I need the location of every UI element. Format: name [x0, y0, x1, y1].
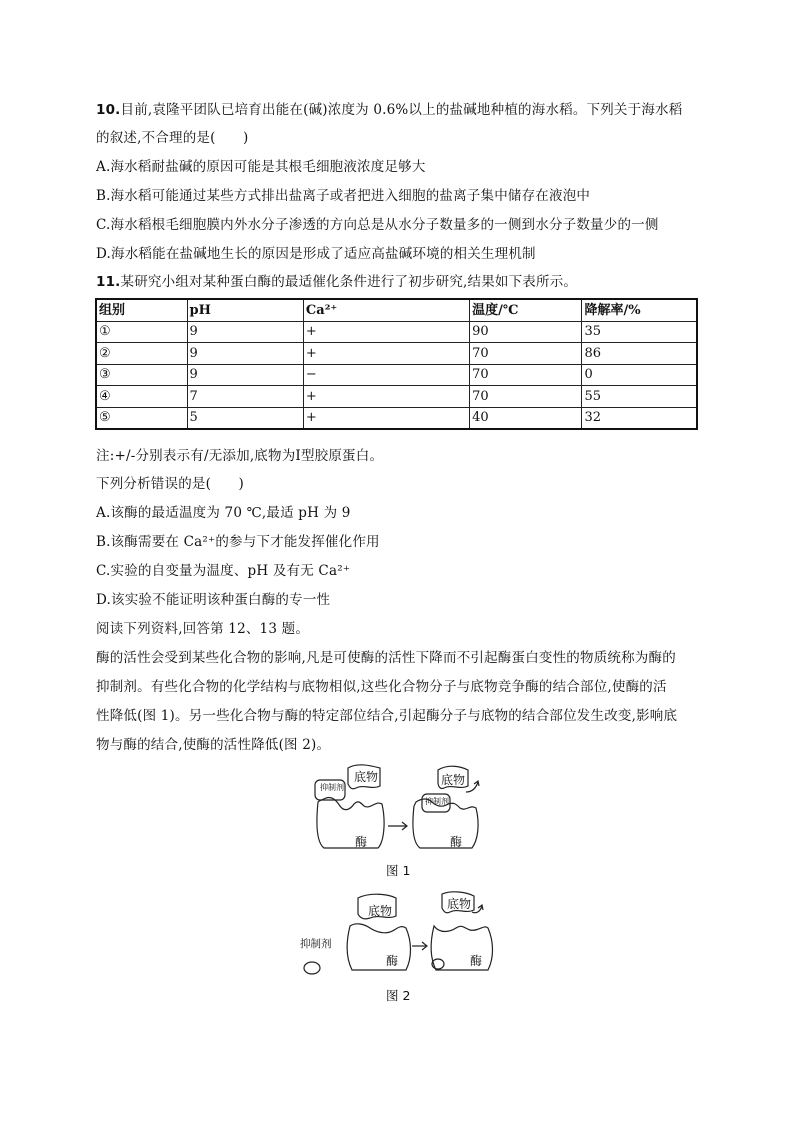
figure-2-substrate-label-right: 底物 — [447, 897, 472, 911]
table-cell: ② — [96, 343, 187, 365]
table-header-cell: 温度/℃ — [470, 299, 582, 321]
table-cell: 9 — [187, 364, 303, 386]
table-cell: − — [303, 364, 469, 386]
table-header-cell: Ca²⁺ — [303, 299, 469, 321]
table-cell: 70 — [470, 364, 582, 386]
table-cell: + — [303, 407, 469, 429]
table-cell: 32 — [582, 407, 697, 429]
figure-1-enzyme-label-left: 酶 — [355, 835, 368, 849]
table-row — [96, 321, 697, 343]
table-row — [96, 343, 697, 365]
reading-intro: 阅读下列资料,回答第 12、13 题。 — [96, 621, 310, 637]
table-cell: 70 — [470, 386, 582, 408]
q11-data-table — [95, 298, 698, 430]
table-cell: 7 — [187, 386, 303, 408]
q10-number: 10. — [96, 102, 121, 118]
table-cell: ⑤ — [96, 407, 187, 429]
figure-2-substrate-label-left: 底物 — [368, 904, 393, 918]
table-cell: 86 — [582, 343, 697, 365]
inhibitor-shape — [304, 962, 320, 974]
q10-stem-text: 目前,袁隆平团队已培育出能在(碱)浓度为 0.6%以上的盐碱地种植的海水稻。下列关于海水稻 — [120, 102, 683, 118]
q11-option-b: B.该酶需要在 Ca²⁺的参与下才能发挥催化作用 — [96, 534, 380, 550]
q11-question: 下列分析错误的是( ) — [96, 476, 244, 492]
table-cell: 9 — [187, 321, 303, 343]
q10-stem-line2: 的叙述,不合理的是( ) — [96, 130, 249, 146]
table-cell: ③ — [96, 364, 187, 386]
reading-para-line2: 抑制剂。有些化合物的化学结构与底物相似,这些化合物分子与底物竞争酶的结合部位,使酶的活 — [96, 679, 667, 695]
q10-option-c: C.海水稻根毛细胞膜内外水分子渗透的方向总是从水分子数量多的一侧到水分子数量少的一侧 — [96, 217, 659, 233]
figure-1-inhibitor-label-left: 抑制剂 — [320, 783, 344, 792]
table-cell: + — [303, 321, 469, 343]
table-header-cell: 组别 — [96, 299, 187, 321]
q11-stem — [96, 272, 577, 292]
table-header-row — [96, 299, 697, 321]
figure-1-caption: 图 1 — [386, 863, 411, 878]
table-cell: 90 — [470, 321, 582, 343]
q11-number: 11. — [96, 274, 121, 290]
q10-option-a: A.海水稻耐盐碱的原因可能是其根毛细胞液浓度足够大 — [96, 159, 426, 175]
q10-stem-line1 — [96, 100, 682, 120]
figure-2-enzyme-label-right: 酶 — [470, 954, 483, 968]
q10-option-b: B.海水稻可能通过某些方式排出盐离子或者把进入细胞的盐离子集中储存在液泡中 — [96, 188, 591, 204]
figure-2-inhibitor-label: 抑制剂 — [300, 938, 332, 950]
table-cell: 70 — [470, 343, 582, 365]
q11-option-a: A.该酶的最适温度为 70 ℃,最适 pH 为 9 — [96, 505, 351, 521]
q11-option-c: C.实验的自变量为温度、pH 及有无 Ca²⁺ — [96, 563, 351, 579]
table-cell: 40 — [470, 407, 582, 429]
table-cell: + — [303, 343, 469, 365]
table-header-cell: 降解率/% — [582, 299, 697, 321]
table-cell: ④ — [96, 386, 187, 408]
figure-1-substrate-label-left: 底物 — [354, 770, 379, 784]
figure-2-caption: 图 2 — [386, 988, 411, 1003]
table-cell: + — [303, 386, 469, 408]
figure-2-enzyme-label-left: 酶 — [386, 954, 399, 968]
table-cell: 0 — [582, 364, 697, 386]
table-row — [96, 386, 697, 408]
enzyme-shape-left — [317, 797, 384, 848]
reading-para-line3: 性降低(图 1)。另一些化合物与酶的特定部位结合,引起酶分子与底物的结合部位发生改变,影响底 — [96, 708, 678, 724]
enzyme-shape-left — [347, 924, 410, 970]
figure-1-competitive-inhibition — [310, 762, 500, 854]
figure-1-inhibitor-label-right: 抑制剂 — [425, 797, 449, 806]
table-row — [96, 407, 697, 429]
figure-1-enzyme-label-right: 酶 — [450, 835, 463, 849]
q11-note: 注:+/-分别表示有/无添加,底物为Ⅰ型胶原蛋白。 — [96, 448, 384, 464]
figure-1-substrate-label-right: 底物 — [441, 773, 466, 787]
table-cell: 5 — [187, 407, 303, 429]
table-row — [96, 364, 697, 386]
table-cell: 9 — [187, 343, 303, 365]
reading-para-line4: 物与酶的结合,使酶的活性降低(图 2)。 — [96, 737, 331, 753]
table-cell: 35 — [582, 321, 697, 343]
q11-stem-text: 某研究小组对某种蛋白酶的最适催化条件进行了初步研究,结果如下表所示。 — [120, 274, 578, 290]
reading-para-line1: 酶的活性会受到某些化合物的影响,凡是可使酶的活性下降而不引起酶蛋白变性的物质统称为酶的 — [96, 650, 676, 666]
table-header-cell: pH — [187, 299, 303, 321]
table-cell: ① — [96, 321, 187, 343]
q10-option-d: D.海水稻能在盐碱地生长的原因是形成了适应高盐碱环境的相关生理机制 — [96, 246, 536, 262]
enzyme-shape-right — [431, 926, 492, 970]
q11-option-d: D.该实验不能证明该种蛋白酶的专一性 — [96, 592, 331, 608]
table-cell: 55 — [582, 386, 697, 408]
